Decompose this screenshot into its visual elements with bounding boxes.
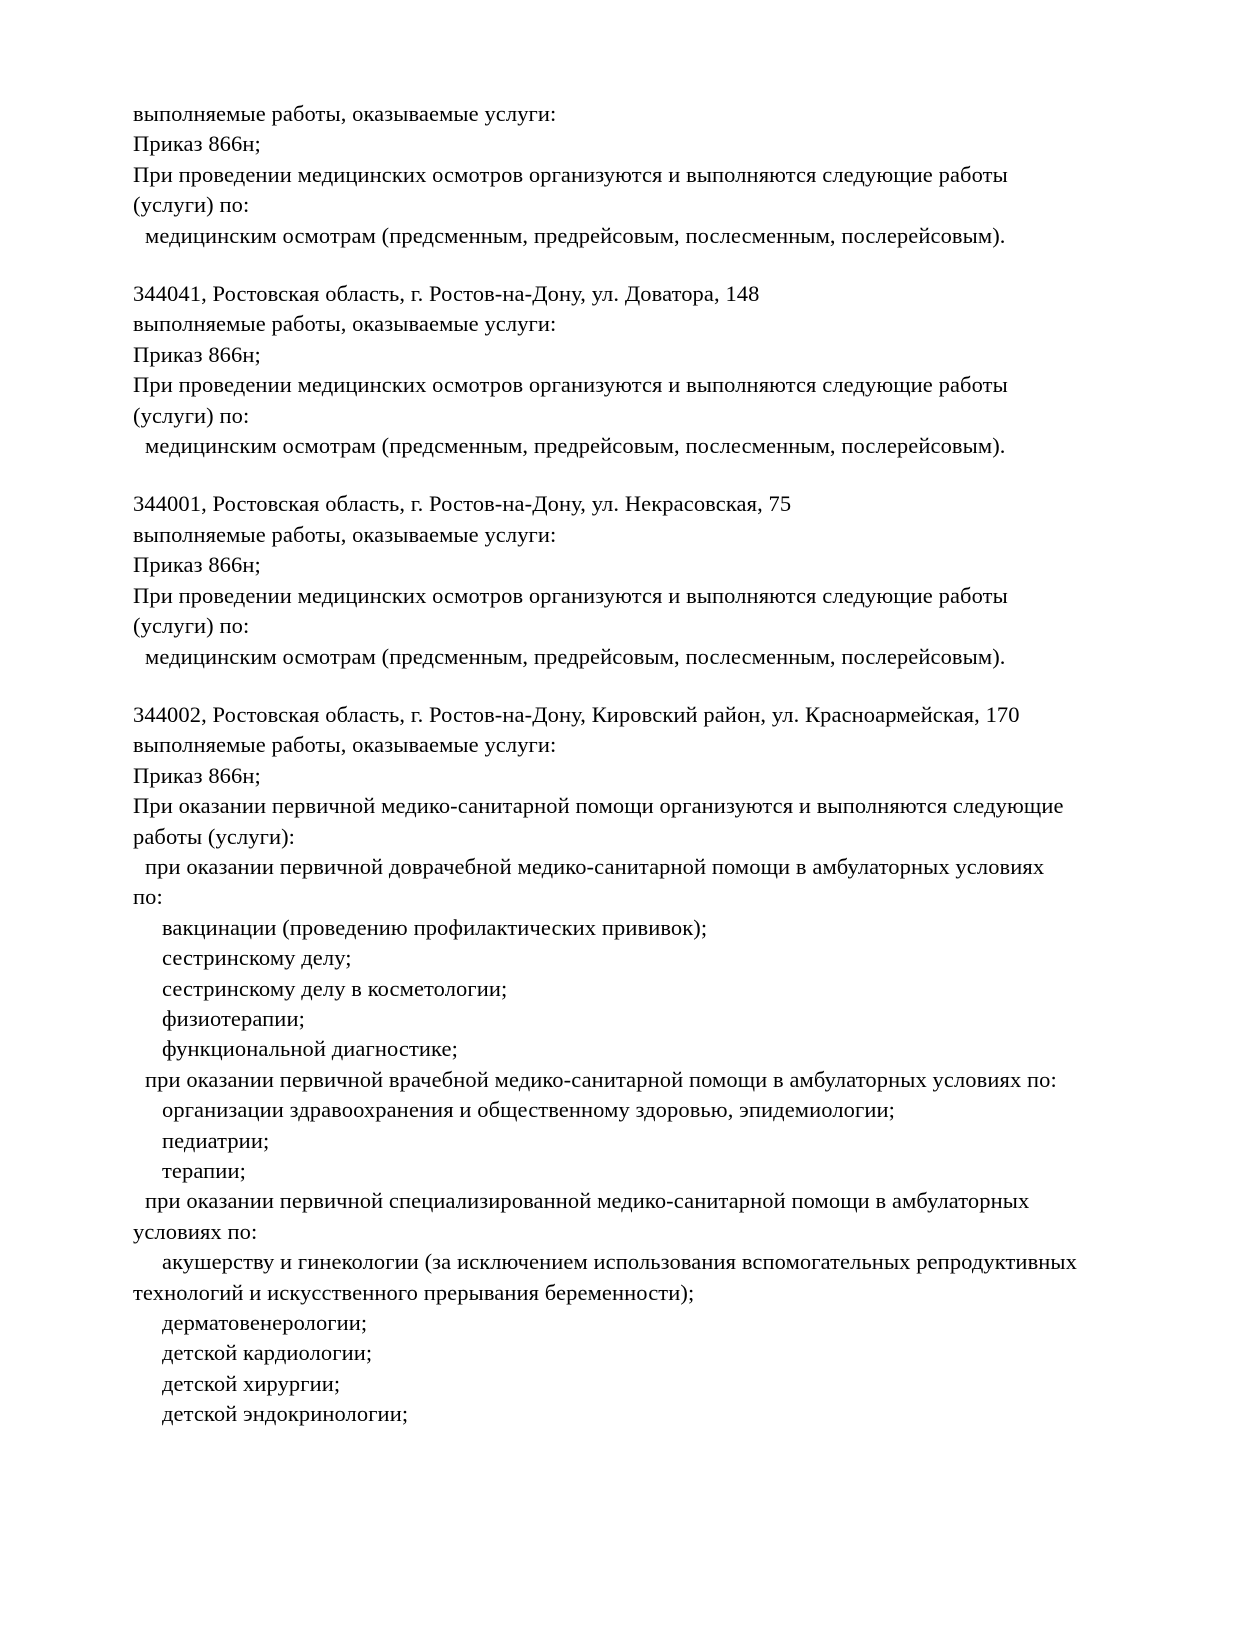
text-line: При проведении медицинских осмотров организуются и выполняются следующие работы [133, 582, 1008, 608]
text-line: медицинским осмотрам (предсменным, предрейсовым, послесменным, послерейсовым). [145, 643, 1006, 669]
license-address-section-1 [133, 99, 1173, 251]
text-line: При оказании первичной медико-санитарной помощи организуются и выполняются следующие [133, 793, 1064, 819]
text-line: условиях по: [133, 1218, 258, 1244]
text-line: акушерству и гинекологии (за исключением использования вспомогательных репродуктивных [162, 1249, 1078, 1275]
text-line: при оказании первичной доврачебной медико-санитарной помощи в амбулаторных условиях [145, 853, 1045, 879]
text-line: выполняемые работы, оказываемые услуги: [133, 101, 557, 126]
text-line: технологий и искусственного прерывания беременности); [133, 1279, 695, 1305]
text-line: организации здравоохранения и общественному здоровью, эпидемиологии; [162, 1097, 895, 1123]
text-line: детской эндокринологии; [162, 1401, 409, 1427]
text-line: При проведении медицинских осмотров организуются и выполняются следующие работы [133, 161, 1008, 187]
address-line: 344002, Ростовская область, г. Ростов-на-Дону, Кировский район, ул. Красноармейская, 170 [133, 701, 1020, 727]
license-address-section-3 [133, 489, 1173, 671]
text-line: Приказ 866н; [133, 341, 261, 367]
text-line: физиотерапии; [162, 1005, 305, 1031]
text-line: (услуги) по: [133, 192, 250, 218]
text-line: педиатрии; [162, 1127, 270, 1153]
text-line: сестринскому делу в косметологии; [162, 975, 508, 1001]
text-line: работы (услуги): [133, 823, 296, 849]
text-line: выполняемые работы, оказываемые услуги: [133, 521, 557, 547]
text-line: при оказании первичной врачебной медико-санитарной помощи в амбулаторных условиях по: [145, 1066, 1057, 1092]
text-line: Приказ 866н; [133, 552, 261, 578]
text-line: вакцинации (проведению профилактических прививок); [162, 914, 708, 940]
text-line: При проведении медицинских осмотров организуются и выполняются следующие работы [133, 372, 1008, 398]
text-line: медицинским осмотрам (предсменным, предрейсовым, послесменным, послерейсовым). [145, 433, 1006, 459]
document-content [133, 99, 1173, 1430]
text-line: функциональной диагностике; [162, 1036, 458, 1062]
text-line: выполняемые работы, оказываемые услуги: [133, 732, 557, 758]
text-line: Приказ 866н; [133, 131, 261, 157]
text-line: выполняемые работы, оказываемые услуги: [133, 311, 557, 337]
text-line: детской хирургии; [162, 1370, 341, 1396]
license-address-section-4 [133, 700, 1173, 1430]
text-line: детской кардиологии; [162, 1340, 373, 1366]
text-line: сестринскому делу; [162, 945, 352, 971]
license-address-section-2 [133, 279, 1173, 461]
text-line: Приказ 866н; [133, 762, 261, 788]
address-line: 344001, Ростовская область, г. Ростов-на-Дону, ул. Некрасовская, 75 [133, 491, 792, 517]
address-line: 344041, Ростовская область, г. Ростов-на-Дону, ул. Доватора, 148 [133, 281, 760, 307]
text-line: медицинским осмотрам (предсменным, предрейсовым, послесменным, послерейсовым). [145, 222, 1006, 248]
text-line: (услуги) по: [133, 402, 250, 428]
text-line: (услуги) по: [133, 613, 250, 639]
text-line: при оказании первичной специализированной медико-санитарной помощи в амбулаторных [145, 1188, 1030, 1214]
text-line: дерматовенерологии; [162, 1310, 368, 1336]
text-line: по: [133, 884, 163, 910]
text-line: терапии; [162, 1158, 246, 1183]
